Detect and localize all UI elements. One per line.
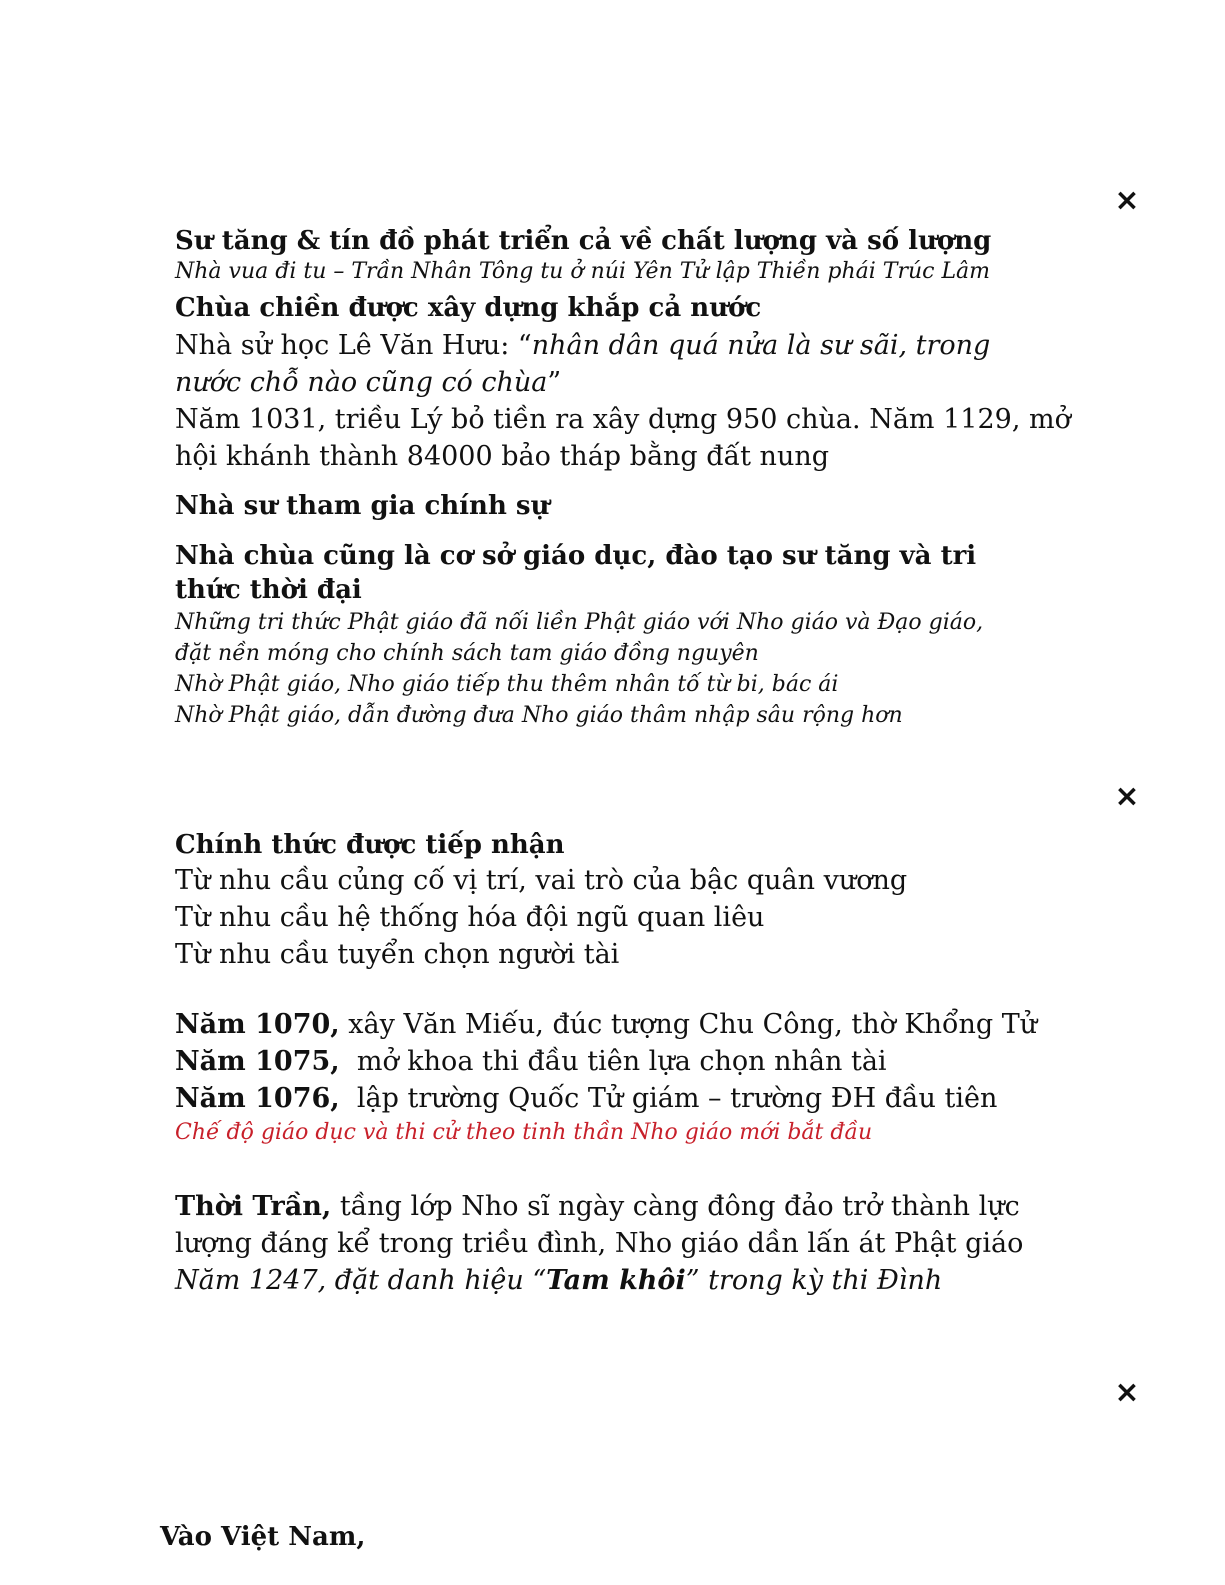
tran-dynasty-line-1 [175,1188,1075,1225]
quote-suffix: ” [547,367,562,398]
confucianism-section [175,828,1075,1299]
close-icon[interactable]: × [1114,779,1140,814]
need-item: Từ nhu cầu củng cố vị trí, vai trò của bậc quân vương [175,865,908,896]
close-icon[interactable]: × [1114,183,1140,218]
event-year: Năm 1070, [175,1009,340,1040]
tran-dynasty-label: Thời Trần, [175,1191,332,1222]
event-1076 [175,1080,1075,1117]
heading-monks-politics: Nhà sư tham gia chính sự [175,491,550,521]
italic-note-2: đặt nền móng cho chính sách tam giáo đồng nguyên [175,641,759,666]
quote-line-2: nước chỗ nào cũng có chùa [175,367,548,398]
quote-continuation [175,364,1075,401]
pagoda-fact-line-1: Năm 1031, triều Lý bỏ tiền ra xây dựng 950 chùa. Năm 1129, mở [175,404,1071,435]
tran-dynasty-text: tầng lớp Nho sĩ ngày càng đông đảo trở thành lực [331,1191,1020,1222]
event-1075 [175,1043,1075,1080]
event-text: mở khoa thi đầu tiên lựa chọn nhân tài [339,1046,887,1077]
buddhism-section [175,224,1075,731]
subtext-tran-nhan-tong: Nhà vua đi tu – Trần Nhân Tông tu ở núi Yên Tử lập Thiền phái Trúc Lâm [175,259,991,284]
quote-le-van-huu [175,327,1075,364]
quote-line-1: nhân dân quá nửa là sư sãi, trong [531,330,991,361]
heading-pagoda-education-2: thức thời đại [175,575,362,605]
event-text: xây Văn Miếu, đúc tượng Chu Công, thờ Khổng Tử [339,1009,1038,1040]
heading-into-vietnam: Vào Việt Nam, [160,1522,366,1552]
italic-note-1: Những tri thức Phật giáo đã nối liền Phật giáo với Nho giáo và Đạo giáo, [175,610,984,635]
event-year: Năm 1075, [175,1046,340,1077]
tran-dynasty-line-2: lượng đáng kể trong triều đình, Nho giáo dần lấn át Phật giáo [175,1228,1024,1259]
heading-pagoda-education-1: Nhà chùa cũng là cơ sở giáo dục, đào tạo sư tăng và tri [175,541,977,571]
event-year: Năm 1076, [175,1083,340,1114]
red-note: Chế độ giáo dục và thi cử theo tinh thần Nho giáo mới bắt đầu [175,1120,873,1145]
tam-khoi-line [175,1262,1075,1299]
event-1070 [175,1006,1075,1043]
tam-khoi-title: Tam khôi [546,1265,686,1296]
tam-khoi-suffix: ” trong kỳ thi Đình [685,1265,943,1296]
heading-officially-adopted: Chính thức được tiếp nhận [175,830,565,860]
need-item: Từ nhu cầu hệ thống hóa đội ngũ quan liêu [175,902,765,933]
close-icon[interactable]: × [1114,1375,1140,1410]
need-item: Từ nhu cầu tuyển chọn người tài [175,939,620,970]
event-text: lập trường Quốc Tử giám – trường ĐH đầu tiên [339,1083,998,1114]
italic-note-3: Nhờ Phật giáo, Nho giáo tiếp thu thêm nhân tố từ bi, bác ái [175,672,839,697]
italic-note-4: Nhờ Phật giáo, dẫn đường đưa Nho giáo thâm nhập sâu rộng hơn [175,703,903,728]
vietnam-section [160,1520,1060,1554]
tam-khoi-prefix: Năm 1247, đặt danh hiệu “ [175,1265,547,1296]
quote-prefix: Nhà sử học Lê Văn Hưu: “ [175,330,532,361]
heading-monks-growth: Sư tăng & tín đồ phát triển cả về chất lượng và số lượng [175,226,992,256]
heading-pagodas-built: Chùa chiền được xây dựng khắp cả nước [175,293,762,323]
pagoda-fact-line-2: hội khánh thành 84000 bảo tháp bằng đất nung [175,441,830,472]
